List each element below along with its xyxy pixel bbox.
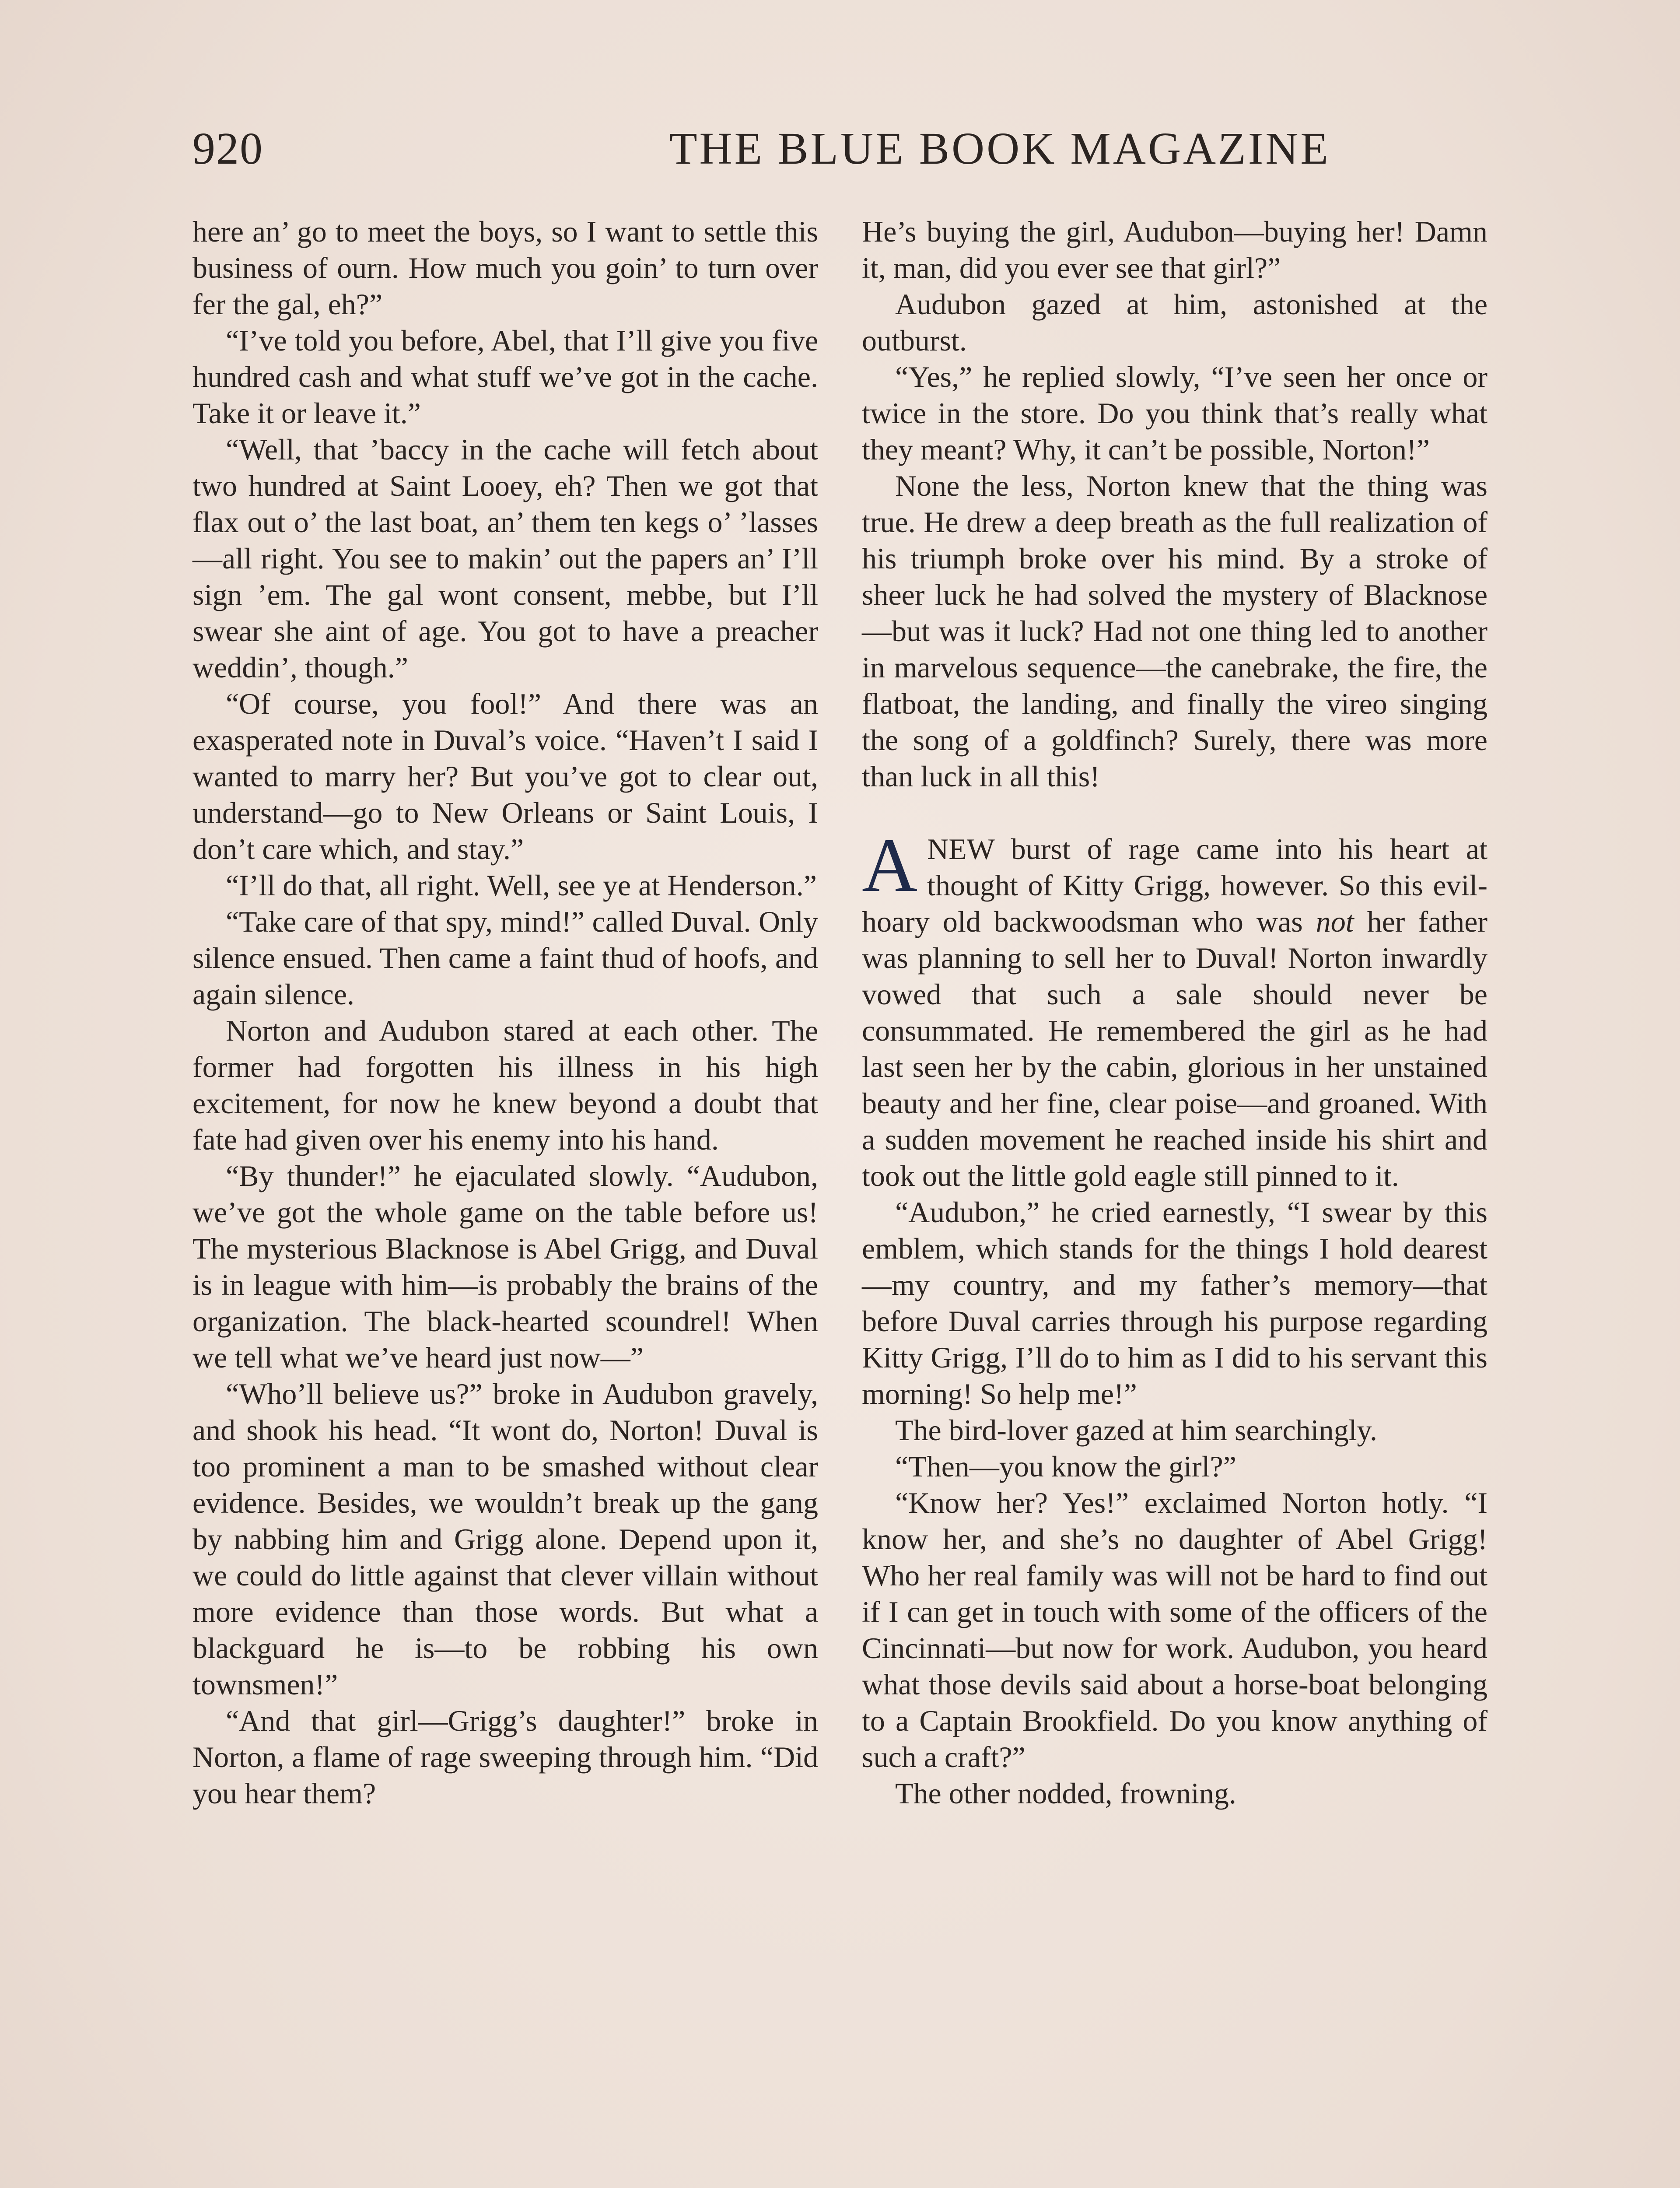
paragraph: Norton and Audubon stared at each other. The former had forgotten his illness in his high excitement, for now he knew beyond a doubt that fate had given over his enemy into his hand. [192,1014,818,1156]
magazine-title: THE BLUE BOOK MAGAZINE [669,123,1330,174]
paragraph: The bird-lover gazed at him searchingly. [895,1413,1378,1447]
emphasized-word: not [1316,905,1354,938]
paragraph: “By thunder!” he ejaculated slowly. “Audubon, we’ve got the whole game on the table before us! The mysterious Blacknose is Abel Grigg, and Duval is in league with him—is probably the brains of the organization. The black-hearted scoundrel! When we tell what we’ve heard just now—” [192,1159,818,1374]
paragraph: “Then—you know the girl?” [895,1450,1236,1483]
left-column [192,214,818,1812]
paragraph: “And that girl—Grigg’s daughter!” broke in Norton, a flame of rage sweeping through him. “Did you hear them? [192,1704,818,1810]
paragraph: “Know her? Yes!” exclaimed Norton hotly. “I know her, and she’s no daughter of Abel Grigg! Who her real family was will not be hard to find out if I can get in touch with some of the officers of the Cincinnati—but now for work. Audubon, you heard what those devils said about a horse-boat belonging to a Captain Brookfield. Do you know anything of such a craft?” [862,1486,1488,1774]
paragraph: “Take care of that spy, mind!” called Duval. Only silence ensued. Then came a faint thud of hoofs, and again silence. [192,905,818,1011]
section-opening-paragraph [862,823,1488,1194]
paragraph: “Well, that ’baccy in the cache will fetch about two hundred at Saint Looey, eh? Then we got that flax out o’ the last boat, an’ them ten kegs o’ ’lasses—all right. You see to makin’ out the papers an’ I’ll sign ’em. The gal wont consent, mebbe, but I’ll swear she aint of age. You got to have a preacher weddin’, though.” [192,433,818,684]
paragraph: “Who’ll believe us?” broke in Audubon gravely, and shook his head. “It wont do, Norton! Duval is too prominent a man to be smashed without clear evidence. Besides, we wouldn’t break up the gang by nabbing him and Grigg alone. Depend upon it, we could do little against that clever villain without more evidence than those words. But what a blackguard he is—to be robbing his own townsmen!” [192,1377,818,1701]
section-text-start: NEW burst of rage came into his heart at thought of Kitty Grigg, however. So this evil-hoary old backwoodsman who was [862,832,1488,938]
drop-cap: A [862,823,918,908]
paragraph: “I’ll do that, all right. Well, see ye at Henderson.” [226,869,817,902]
right-column [862,214,1488,1812]
page-number: 920 [192,123,263,174]
paragraph: “Of course, you fool!” And there was an exasperated note in Duval’s voice. “Haven’t I said I wanted to marry her? But you’ve got to clear out, understand—go to New Orleans or Saint Louis, I don’t care which, and stay.” [192,687,818,866]
paragraph: “I’ve told you before, Abel, that I’ll give you five hundred cash and what stuff we’ve got in the cache. Take it or leave it.” [192,324,818,430]
paragraph: Audubon gazed at him, astonished at the outburst. [862,288,1488,357]
page-header [192,118,1330,184]
paragraph: “Audubon,” he cried earnestly, “I swear by this emblem, which stands for the things I hold dearest—my country, and my father’s memory—that before Duval carries through his purpose regarding Kitty Grigg, I’ll do to him as I did to his servant this morning! So help me!” [862,1196,1488,1410]
section-text-end: her father was planning to sell her to Duval! Norton inwardly vowed that such a sale should never be consummated. He remembered the girl as he had last seen her by the cabin, glorious in her unstained beauty and her fine, clear poise—and groaned. With a sudden movement he reached inside his shirt and took out the little gold eagle still pinned to it. [862,905,1488,1192]
paragraph: “Yes,” he replied slowly, “I’ve seen her once or twice in the store. Do you think that’s really what they meant? Why, it can’t be possible, Norton!” [862,360,1488,466]
paragraph: He’s buying the girl, Audubon—buying her! Damn it, man, did you ever see that girl?” [862,215,1488,284]
paragraph: The other nodded, frowning. [895,1777,1236,1810]
section-break [862,795,1488,831]
paragraph: None the less, Norton knew that the thing was true. He drew a deep breath as the full realization of his triumph broke over his mind. By a stroke of sheer luck he had solved the mystery of Blacknose—but was it luck? Had not one thing led to another in marvelous sequence—the canebrake, the fire, the flatboat, the landing, and finally the vireo singing the song of a goldfinch? Surely, there was more than luck in all this! [862,469,1488,793]
paragraph: here an’ go to meet the boys, so I want to settle this business of ourn. How much you goin’ to turn over fer the gal, eh?” [192,215,818,321]
